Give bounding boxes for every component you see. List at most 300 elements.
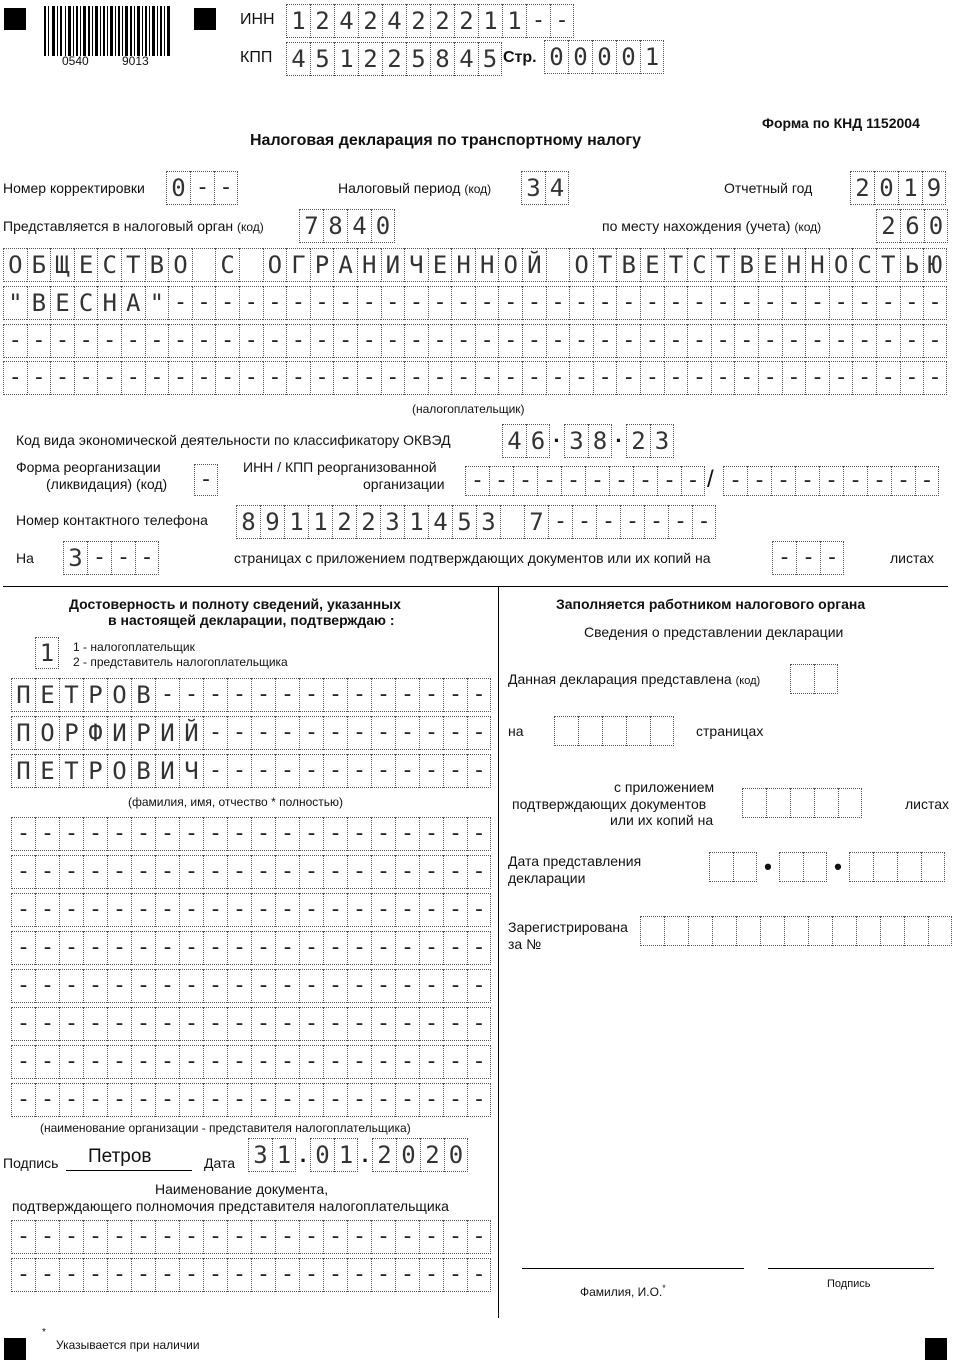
- char-cell: -: [498, 286, 522, 320]
- phone-label: Номер контактного телефона: [16, 512, 208, 528]
- char-cell: -: [668, 505, 692, 539]
- char-cell: 8: [588, 424, 612, 458]
- location-label-text: по месту нахождения (учета): [602, 218, 791, 234]
- char-cell: -: [179, 1083, 203, 1117]
- date-submit-month: [779, 852, 827, 882]
- char-cell: -: [371, 855, 395, 889]
- char-cell: Р: [131, 716, 155, 750]
- char-cell: [766, 788, 790, 818]
- reorg-label-2: (ликвидация) (код): [46, 476, 168, 492]
- char-cell: -: [782, 286, 806, 320]
- char-cell: -: [59, 855, 83, 889]
- char-cell: -: [275, 1220, 299, 1254]
- char-cell: 0: [874, 171, 898, 205]
- char-cell: -: [782, 361, 806, 395]
- char-cell: Н: [357, 248, 381, 282]
- char-cell: 2: [358, 4, 382, 38]
- patronymic-cells[interactable]: [11, 754, 491, 788]
- reorg-inn-label-1: ИНН / КПП реорганизованной: [243, 459, 437, 475]
- rep-org-line-2[interactable]: [11, 855, 491, 889]
- char-cell: -: [419, 931, 443, 965]
- char-cell: -: [179, 1220, 203, 1254]
- okved-part-1: [502, 424, 550, 458]
- char-cell: -: [299, 754, 323, 788]
- char-cell: -: [347, 817, 371, 851]
- page-cells[interactable]: [544, 40, 664, 74]
- surname-cells[interactable]: [11, 678, 491, 712]
- char-cell: -: [50, 361, 74, 395]
- char-cell: -: [371, 817, 395, 851]
- char-cell: -: [428, 324, 452, 358]
- char-cell: -: [443, 1007, 467, 1041]
- char-cell: -: [443, 754, 467, 788]
- char-cell: -: [87, 541, 111, 575]
- char-cell: -: [526, 4, 550, 38]
- officer-fio-label: [580, 1280, 666, 1300]
- char-cell: -: [275, 716, 299, 750]
- char-cell: -: [771, 466, 795, 496]
- char-cell: Т: [664, 248, 688, 282]
- char-cell: -: [251, 1220, 275, 1254]
- inn-cells[interactable]: [286, 4, 574, 38]
- taxpayer-line-3[interactable]: [3, 324, 947, 358]
- char-cell: -: [347, 1220, 371, 1254]
- rep-org-line-8[interactable]: [11, 1083, 491, 1117]
- sheets-cells[interactable]: [772, 541, 844, 575]
- pages-cells[interactable]: [63, 541, 159, 575]
- char-cell: -: [179, 931, 203, 965]
- char-cell: -: [419, 678, 443, 712]
- char-cell: -: [299, 855, 323, 889]
- char-cell: С: [97, 248, 121, 282]
- char-cell: -: [227, 1045, 251, 1079]
- char-cell: [602, 716, 626, 746]
- char-cell: Н: [97, 286, 121, 320]
- char-cell: 2: [382, 42, 406, 76]
- char-cell: -: [596, 505, 620, 539]
- char-cell: 6: [900, 209, 924, 243]
- doc-line-1[interactable]: [11, 1220, 491, 1254]
- char-cell: -: [395, 893, 419, 927]
- char-cell: 2: [876, 209, 900, 243]
- signature-value[interactable]: Петров: [88, 1146, 152, 1167]
- char-cell: О: [498, 248, 522, 282]
- char-cell: Р: [59, 716, 83, 750]
- char-cell: [803, 852, 827, 882]
- char-cell: -: [11, 969, 35, 1003]
- char-cell: 2: [850, 171, 874, 205]
- char-cell: Е: [74, 248, 98, 282]
- char-cell: -: [121, 324, 145, 358]
- char-cell: -: [155, 1258, 179, 1292]
- char-cell: -: [310, 286, 334, 320]
- char-cell: Ч: [179, 754, 203, 788]
- char-cell: -: [443, 1220, 467, 1254]
- char-cell: -: [616, 361, 640, 395]
- char-cell: -: [275, 754, 299, 788]
- char-cell: -: [251, 678, 275, 712]
- char-cell: -: [443, 931, 467, 965]
- right-pages-cells[interactable]: [554, 716, 674, 746]
- char-cell: [578, 716, 602, 746]
- char-cell: 1: [272, 1138, 296, 1172]
- char-cell: -: [155, 1220, 179, 1254]
- char-cell: -: [347, 1083, 371, 1117]
- char-cell: -: [664, 286, 688, 320]
- char-cell: -: [381, 324, 405, 358]
- period-cells[interactable]: [521, 171, 569, 205]
- char-cell: 7: [524, 505, 548, 539]
- taxpayer-line-2[interactable]: [3, 286, 947, 320]
- char-cell: Е: [640, 248, 664, 282]
- reorg-code-cell[interactable]: [194, 464, 218, 496]
- char-cell: -: [131, 969, 155, 1003]
- char-cell: Т: [711, 248, 735, 282]
- char-cell: -: [203, 855, 227, 889]
- char-cell: -: [192, 324, 216, 358]
- char-cell: -: [107, 817, 131, 851]
- char-cell: 4: [347, 209, 371, 243]
- rep-org-line-1[interactable]: [11, 817, 491, 851]
- char-cell: -: [145, 361, 169, 395]
- char-cell: [626, 716, 650, 746]
- phone-cells[interactable]: [236, 505, 716, 539]
- char-cell: 2: [420, 1138, 444, 1172]
- char-cell: Щ: [50, 248, 74, 282]
- char-cell: 2: [332, 505, 356, 539]
- char-cell: -: [83, 969, 107, 1003]
- char-cell: -: [203, 754, 227, 788]
- reg-label-1: Зарегистрирована: [508, 919, 628, 935]
- char-cell: 1: [284, 505, 308, 539]
- char-cell: -: [227, 855, 251, 889]
- char-cell: -: [203, 678, 227, 712]
- char-cell: -: [609, 466, 633, 496]
- char-cell: -: [323, 855, 347, 889]
- char-cell: -: [852, 286, 876, 320]
- char-cell: -: [657, 466, 681, 496]
- char-cell: -: [687, 361, 711, 395]
- officer-fio-text: Фамилия, И.О.: [580, 1285, 663, 1299]
- char-cell: -: [687, 324, 711, 358]
- char-cell: [736, 916, 760, 946]
- char-cell: 9: [260, 505, 284, 539]
- char-cell: Б: [27, 248, 51, 282]
- char-cell: [712, 916, 736, 946]
- pages-text: страницах с приложением подтверждающих документов или их копий на: [234, 550, 711, 566]
- corner-marker-bottom-left: [4, 1338, 26, 1360]
- date-label: Дата: [204, 1155, 236, 1171]
- char-cell: -: [215, 286, 239, 320]
- char-cell: -: [546, 361, 570, 395]
- doc-label-1: Наименование документа,: [155, 1181, 329, 1197]
- rep-org-line-3[interactable]: [11, 893, 491, 927]
- char-cell: -: [620, 505, 644, 539]
- rep-org-line-6[interactable]: [11, 1007, 491, 1041]
- date-submit-dot-1: •: [764, 854, 772, 879]
- char-cell: [873, 852, 897, 882]
- char-cell: -: [323, 1083, 347, 1117]
- char-cell: -: [633, 466, 657, 496]
- taxpayer-line-4[interactable]: [3, 361, 947, 395]
- char-cell: -: [227, 678, 251, 712]
- char-cell: -: [275, 1258, 299, 1292]
- char-cell: -: [35, 1220, 59, 1254]
- reg-number-cells[interactable]: [640, 916, 952, 946]
- char-cell: 1: [502, 4, 526, 38]
- char-cell: -: [443, 1083, 467, 1117]
- right-on-label: на: [508, 723, 524, 739]
- char-cell: -: [121, 361, 145, 395]
- char-cell: -: [347, 678, 371, 712]
- char-cell: -: [131, 1045, 155, 1079]
- char-cell: -: [155, 817, 179, 851]
- char-cell: 4: [454, 42, 478, 76]
- char-cell: С: [852, 248, 876, 282]
- char-cell: -: [131, 817, 155, 851]
- char-cell: -: [371, 893, 395, 927]
- char-cell: -: [251, 754, 275, 788]
- okved-label: Код вида экономической деятельности по классификатору ОКВЭД: [16, 432, 451, 448]
- section-divider: [3, 586, 948, 587]
- reorg-kpp-cells[interactable]: [723, 466, 939, 496]
- char-cell: -: [664, 361, 688, 395]
- right-heading: Заполняется работником налогового органа: [556, 596, 866, 612]
- char-cell: -: [593, 286, 617, 320]
- char-cell: -: [467, 931, 491, 965]
- char-cell: -: [107, 893, 131, 927]
- char-cell: -: [443, 817, 467, 851]
- char-cell: -: [203, 931, 227, 965]
- char-cell: -: [640, 361, 664, 395]
- date-cells[interactable]: [248, 1138, 468, 1172]
- char-cell: -: [131, 931, 155, 965]
- char-cell: -: [11, 855, 35, 889]
- char-cell: -: [585, 466, 609, 496]
- location-cells[interactable]: [876, 209, 948, 243]
- char-cell: [790, 664, 814, 694]
- char-cell: -: [97, 324, 121, 358]
- char-cell: -: [179, 678, 203, 712]
- char-cell: Е: [50, 286, 74, 320]
- char-cell: -: [467, 893, 491, 927]
- name-cells[interactable]: [11, 716, 491, 750]
- submitted-kod: (код): [735, 675, 761, 687]
- char-cell: -: [11, 931, 35, 965]
- char-cell: -: [747, 466, 771, 496]
- char-cell: -: [829, 324, 853, 358]
- doc-line-2[interactable]: [11, 1258, 491, 1292]
- char-cell: О: [3, 248, 27, 282]
- char-cell: -: [572, 505, 596, 539]
- char-cell: -: [467, 1258, 491, 1292]
- char-cell: -: [475, 361, 499, 395]
- char-cell: О: [263, 248, 287, 282]
- char-cell: -: [843, 466, 867, 496]
- char-cell: 1: [640, 40, 664, 74]
- char-cell: -: [179, 893, 203, 927]
- char-cell: -: [275, 678, 299, 712]
- char-cell: -: [795, 466, 819, 496]
- char-cell: О: [107, 754, 131, 788]
- char-cell: -: [59, 817, 83, 851]
- char-cell: 8: [323, 209, 347, 243]
- char-cell: -: [194, 464, 218, 496]
- authority-kod: (код): [236, 220, 264, 234]
- right-subheading: Сведения о представлении декларации: [584, 624, 844, 640]
- char-cell: -: [83, 1220, 107, 1254]
- char-cell: -: [251, 855, 275, 889]
- char-cell: -: [203, 893, 227, 927]
- char-cell: 4: [502, 424, 526, 458]
- char-cell: 1: [898, 171, 922, 205]
- char-cell: [838, 788, 862, 818]
- char-cell: -: [35, 1083, 59, 1117]
- year-cells[interactable]: [850, 171, 946, 205]
- char-cell: -: [168, 324, 192, 358]
- char-cell: -: [323, 1258, 347, 1292]
- char-cell: -: [419, 855, 443, 889]
- char-cell: -: [467, 678, 491, 712]
- char-cell: -: [805, 361, 829, 395]
- char-cell: -: [371, 931, 395, 965]
- rep-org-line-4[interactable]: [11, 931, 491, 965]
- char-cell: -: [97, 361, 121, 395]
- char-cell: -: [419, 1083, 443, 1117]
- char-cell: -: [107, 1220, 131, 1254]
- signer-cell[interactable]: [35, 637, 59, 669]
- left-heading-1: Достоверность и полноту сведений, указанных: [69, 596, 401, 612]
- submitted-code-cells[interactable]: [790, 664, 838, 694]
- char-cell: -: [513, 466, 537, 496]
- date-submit-cells[interactable]: [709, 852, 945, 882]
- char-cell: -: [640, 286, 664, 320]
- char-cell: -: [192, 361, 216, 395]
- char-cell: -: [203, 817, 227, 851]
- char-cell: -: [357, 286, 381, 320]
- char-cell: -: [203, 1045, 227, 1079]
- reg-label-2: за №: [508, 936, 542, 952]
- correction-cells[interactable]: [166, 171, 238, 205]
- attach-1: с приложением: [614, 779, 715, 795]
- char-cell: -: [498, 361, 522, 395]
- right-sheets-cells[interactable]: [742, 788, 862, 818]
- char-cell: -: [299, 1045, 323, 1079]
- char-cell: -: [11, 1258, 35, 1292]
- char-cell: -: [711, 324, 735, 358]
- rep-org-line-7[interactable]: [11, 1045, 491, 1079]
- char-cell: [554, 716, 578, 746]
- char-cell: -: [323, 1045, 347, 1079]
- char-cell: -: [876, 324, 900, 358]
- char-cell: -: [443, 716, 467, 750]
- char-cell: -: [333, 286, 357, 320]
- char-cell: -: [35, 855, 59, 889]
- char-cell: -: [275, 817, 299, 851]
- char-cell: -: [443, 678, 467, 712]
- char-cell: -: [829, 286, 853, 320]
- char-cell: 0: [310, 1138, 334, 1172]
- char-cell: -: [286, 361, 310, 395]
- authority-cells[interactable]: [299, 209, 395, 243]
- char-cell: 2: [406, 4, 430, 38]
- char-cell: -: [251, 1083, 275, 1117]
- taxpayer-line-1[interactable]: [3, 248, 947, 282]
- char-cell: -: [498, 324, 522, 358]
- char-cell: Й: [179, 716, 203, 750]
- char-cell: -: [333, 361, 357, 395]
- period-label-text: Налоговый период: [338, 180, 461, 196]
- char-cell: ": [145, 286, 169, 320]
- page-title: Налоговая декларация по транспортному налогу: [250, 132, 641, 149]
- authority-label-text: Представляется в налоговый орган: [3, 218, 234, 234]
- char-cell: [239, 248, 263, 282]
- char-cell: -: [569, 286, 593, 320]
- char-cell: -: [419, 893, 443, 927]
- reorg-inn-cells[interactable]: [465, 466, 705, 496]
- char-cell: -: [83, 855, 107, 889]
- char-cell: -: [395, 817, 419, 851]
- period-label: [338, 180, 491, 197]
- char-cell: [760, 916, 784, 946]
- char-cell: -: [419, 1258, 443, 1292]
- barcode-number-right: 9013: [122, 54, 149, 68]
- char-cell: -: [371, 1083, 395, 1117]
- char-cell: -: [443, 1045, 467, 1079]
- char-cell: -: [467, 1007, 491, 1041]
- char-cell: -: [27, 324, 51, 358]
- char-cell: -: [443, 969, 467, 1003]
- rep-org-line-5[interactable]: [11, 969, 491, 1003]
- char-cell: -: [35, 1045, 59, 1079]
- char-cell: 1: [404, 505, 428, 539]
- char-cell: [742, 788, 766, 818]
- char-cell: -: [251, 931, 275, 965]
- submitted-label-text: Данная декларация представлена: [508, 671, 732, 687]
- char-cell: -: [131, 1258, 155, 1292]
- okved-cells[interactable]: [502, 424, 674, 458]
- char-cell: -: [758, 324, 782, 358]
- char-cell: -: [275, 969, 299, 1003]
- char-cell: [814, 788, 838, 818]
- char-cell: Г: [286, 248, 310, 282]
- date-submit-label-2: декларации: [508, 870, 586, 886]
- char-cell: -: [107, 969, 131, 1003]
- char-cell: -: [299, 893, 323, 927]
- char-cell: -: [467, 1083, 491, 1117]
- kpp-cells[interactable]: [286, 42, 502, 76]
- char-cell: В: [27, 286, 51, 320]
- char-cell: 6: [526, 424, 550, 458]
- char-cell: -: [155, 1083, 179, 1117]
- right-sheets-label: листах: [905, 796, 950, 812]
- char-cell: -: [11, 1045, 35, 1079]
- column-divider: [498, 586, 499, 1318]
- left-heading-2: в настоящей декларации, подтверждаю :: [108, 612, 395, 628]
- char-cell: -: [227, 1258, 251, 1292]
- corner-marker-top-left: [4, 8, 26, 30]
- char-cell: -: [107, 1258, 131, 1292]
- char-cell: -: [35, 893, 59, 927]
- char-cell: 1: [286, 4, 310, 38]
- char-cell: -: [179, 1007, 203, 1041]
- char-cell: -: [467, 754, 491, 788]
- char-cell: -: [251, 1045, 275, 1079]
- char-cell: -: [347, 1258, 371, 1292]
- char-cell: -: [131, 1220, 155, 1254]
- inn-label: ИНН: [240, 11, 275, 28]
- char-cell: -: [829, 361, 853, 395]
